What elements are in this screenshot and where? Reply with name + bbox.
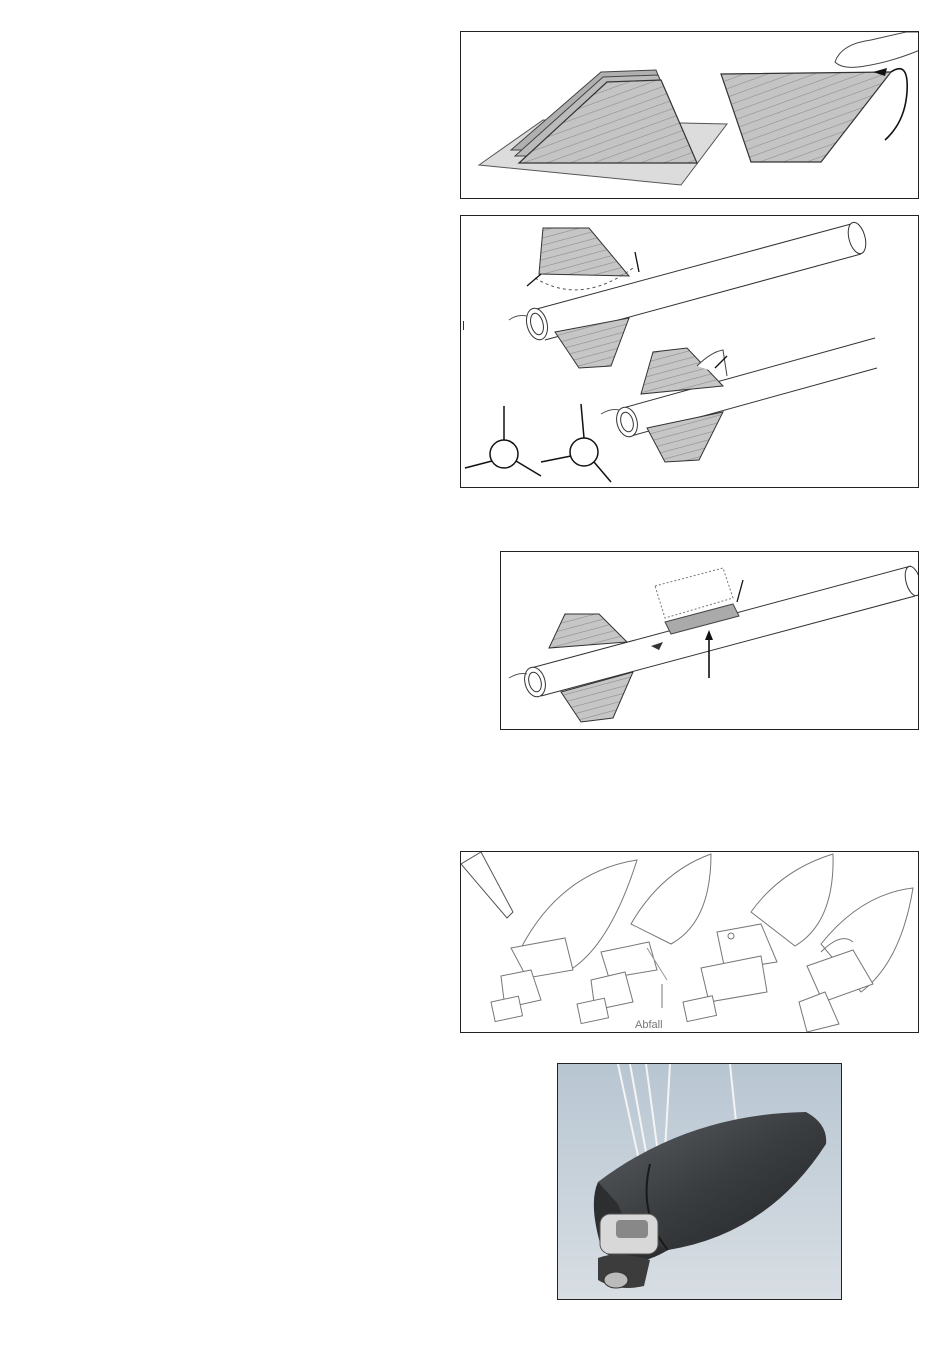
fin-bottom: [555, 318, 629, 368]
fin-alignment-diagram-left: [465, 406, 541, 476]
single-fin: [721, 72, 891, 162]
figure-fin-attachment: [460, 215, 919, 488]
figure-fin-cutting: [460, 31, 919, 199]
fin-top: [539, 228, 629, 276]
tube-end: [523, 306, 551, 342]
fin-alignment-diagram-right: [541, 404, 611, 482]
finger-icon: [835, 32, 919, 67]
launch-lug: [665, 604, 739, 634]
launch-lug-illustration: [501, 552, 919, 730]
figure-nose-cone-steps: [460, 851, 919, 1033]
figure-launch-lug: [500, 551, 919, 730]
nose-cone-illustration: [461, 852, 919, 1033]
fin-top: [549, 614, 627, 648]
knife-icon: [461, 852, 513, 918]
waste-label: Abfall: [635, 1019, 663, 1031]
margin-mark: [463, 321, 464, 330]
fin-attachment-illustration: [461, 216, 919, 488]
fin-cutting-illustration: [461, 32, 919, 199]
photo-nose-cone-camera: [557, 1063, 842, 1300]
nose-cone-photo: [558, 1064, 842, 1300]
fin-bottom: [561, 672, 633, 722]
